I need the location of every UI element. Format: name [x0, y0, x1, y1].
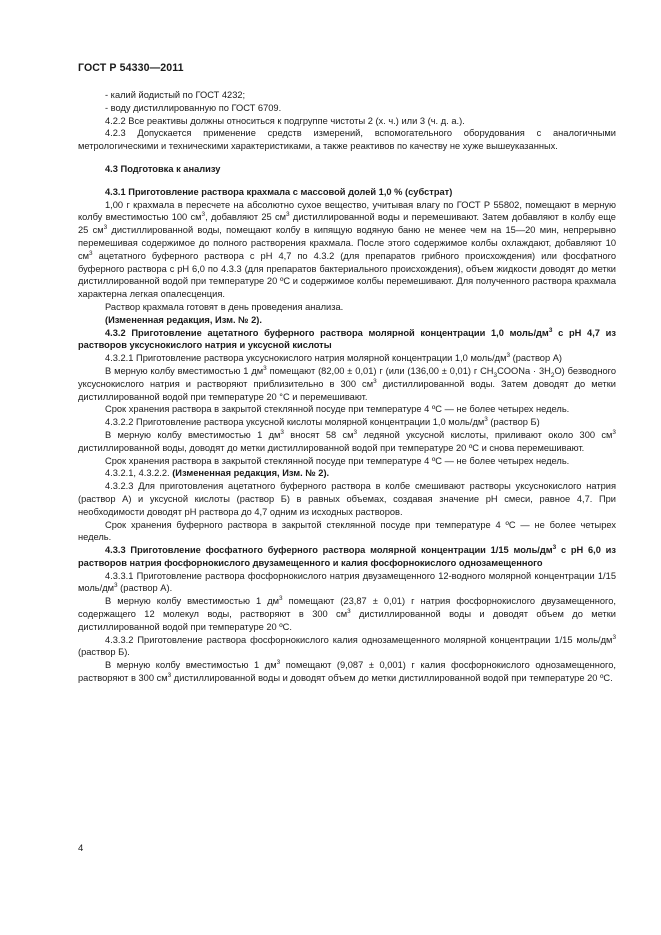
paragraph: В мерную колбу вместимостью 1 $дм^3$ помещают (82,00 ± 0,01) г (или (136,00 ± 0,01) г $CH_3COONa \cdot 3H_2O$) безводного уксуснокислого натрия и растворяют приблизительно в 300 $см^3$ дистиллированной воды. Затем доводят до метки дистиллированной водой при температуре 20 °С и перемешивают. — [78, 364, 616, 402]
paragraph: 4.3.2 Приготовление ацетатного буферного раствора молярной концентрации 1,0 моль/$дм^3$ с pH 4,7 из растворов уксуснокислого натрия и уксусной кислоты — [78, 326, 617, 351]
paragraph: 4.3.3.2 Приготовление раствора фосфорнокислого калия однозамещенного молярной концентрации 1/15 моль/$дм^3$ (раствор Б). — [78, 633, 616, 658]
paragraph: 4.3.2.1 Приготовление раствора уксуснокислого натрия молярной концентрации 1,0 моль/$дм^3$ (раствор А) — [105, 352, 563, 364]
paragraph: 1,00 г крахмала в пересчете на абсолютно сухое вещество, учитывая влагу по ГОСТ Р 55802, помещают в мерную колбу вместимостью 100 $см^3$, добавляют 25 $см^3$ дистиллированной воды и перемешивают. Затем добавляют в колбу еще 25 $см^3$ дистиллированной воды, помещают колбу в кипящую водяную баню не менее чем на 15—20 мин, непрерывно перемешивая содержимое до полного растворения крахмала. После этого содержимое колбы охлаждают, добавляют 10 $см^3$ ацетатного буферного раствора с pH 4,7 по 4.3.2 (для препаратов грибного происхождения) или фосфатного буферного раствора с pH 6,0 по 4.3.3 (для препаратов бактериального происхождения), объем жидкости доводят до метки дистиллированной водой при температуре 20 ºС и содержимое колбы перемешивают. Для полученного раствора крахмала характерна легкая опалесценция. — [78, 199, 617, 300]
page-number: 4 — [78, 843, 84, 854]
document-body — [78, 89, 616, 685]
paragraph: В мерную колбу вместимостью 1 $дм^3$ помещают (23,87 ± 0,01) г натрия фосфорнокислого двузамещенного, содержащего 12 молекул воды, растворяют в 300 $см^3$ дистиллированной воды и доводят объем до метки дистиллированной водой при температуре 20 ºС. — [78, 595, 616, 632]
paragraph: В мерную колбу вместимостью 1 $дм^3$ помещают (9,087 ± 0,001) г калия фосфорнокислого однозамещенного, растворяют в 300 $см^3$ дистиллированной воды и доводят объем до метки дистиллированной водой при температуре 20 ºС. — [78, 659, 616, 684]
paragraph: Срок хранения раствора в закрытой стеклянной посуде при температуре 4 ºС — не более четырех недель. — [105, 404, 570, 415]
paragraph: - воду дистиллированную по ГОСТ 6709. — [105, 102, 282, 113]
paragraph: 4.2.3 Допускается применение средств измерений, вспомогательного оборудования с аналогичными метрологическими и техническими характеристиками, а также реактивов по качеству не хуже вышеуказанных. — [78, 128, 616, 152]
paragraph: 4.3.3.1 Приготовление раствора фосфорнокислого натрия двузамещенного 12-водного молярной концентрации 1/15 моль/$дм^3$ (раствор А). — [78, 570, 616, 594]
paragraph: 4.3.3 Приготовление фосфатного буферного раствора молярной концентрации 1/15 моль/$дм^3$ с pH 6,0 из растворов натрия фосфорнокислого двузамещенного и калия фосфорнокислого однозамещенного — [78, 544, 616, 568]
paragraph: 4.3.2.3 Для приготовления ацетатного буферного раствора в колбе смешивают растворы уксуснокислого натрия (раствор А) и уксусной кислоты (раствор Б) в равных объемах, создавая значение pH смеси, равное 4,7. При необходимости доводят pH раствора до 4,7 одним из исходных растворов. — [78, 481, 616, 517]
paragraph: 4.3.2.2 Приготовление раствора уксусной кислоты молярной концентрации 1,0 моль/$дм^3$ (раствор Б) — [105, 416, 540, 428]
paragraph: Срок хранения буферного раствора в закрытой стеклянной посуде при температуре 4 ºС — не более четырех недель. — [78, 519, 616, 543]
paragraph: 4.2.2 Все реактивы должны относиться к подгруппе чистоты 2 (х. ч.) или 3 (ч. д. а.). — [105, 115, 465, 126]
paragraph: В мерную колбу вместимостью 1 $дм^3$ вносят 58 $см^3$ ледяной уксусной кислоты, приливают около 300 $см^3$ дистиллированной воды, доводят до метки дистиллированной водой при температуре 20 ºС и снова перемешивают. — [78, 428, 616, 453]
paragraph: 4.3.1 Приготовление раствора крахмала с массовой долей 1,0 % (субстрат) — [105, 186, 453, 197]
paragraph: Срок хранения раствора в закрытой стеклянной посуде при температуре 4 ºС — не более четырех недель. — [105, 455, 570, 466]
paragraph: - калий йодистый по ГОСТ 4232; — [105, 90, 246, 100]
paragraph: 4.3.2.1, 4.3.2.2. (Измененная редакция, Изм. № 2). — [105, 468, 330, 479]
paragraph: Раствор крахмала готовят в день проведения анализа. — [105, 301, 344, 312]
paragraph: 4.3 Подготовка к анализу — [105, 163, 221, 174]
paragraph: (Измененная редакция, Изм. № 2). — [105, 314, 262, 325]
page-header-title: ГОСТ Р 54330—2011 — [78, 62, 184, 74]
